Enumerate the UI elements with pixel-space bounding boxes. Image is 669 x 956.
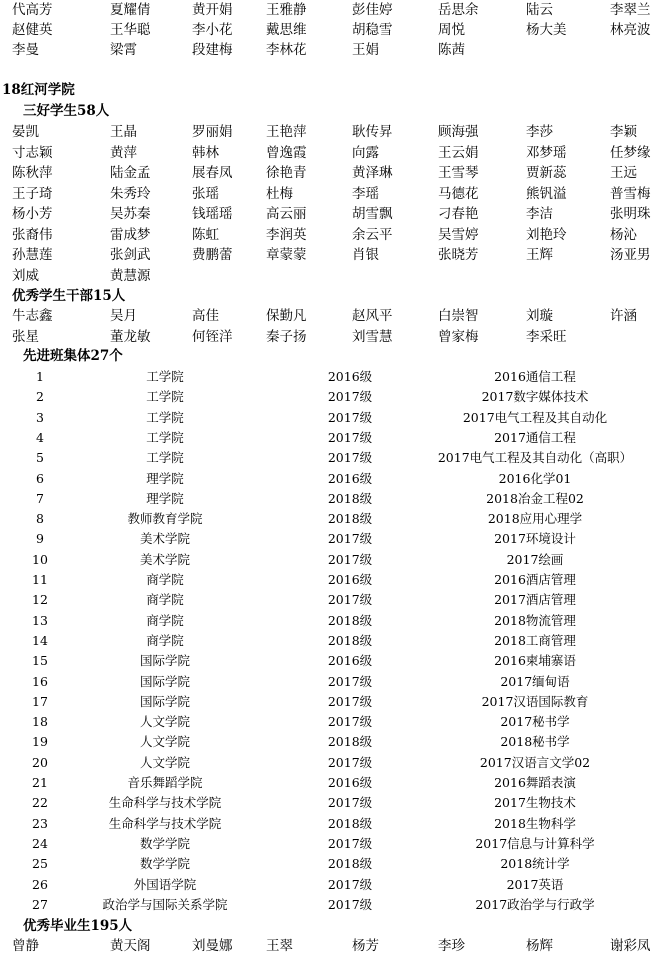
major-cell: 2017通信工程	[494, 429, 576, 445]
table-row	[0, 408, 669, 428]
row-index: 10	[32, 551, 48, 567]
student-name: 王娟	[352, 42, 379, 58]
student-name: 杨芳	[352, 938, 379, 954]
college-name: 工学院	[146, 450, 184, 466]
college-name: 生命科学与技术学院	[108, 815, 222, 831]
student-name: 杜梅	[266, 185, 293, 202]
student-name: 黄慧源	[110, 267, 151, 284]
college-name: 美术学院	[139, 551, 190, 567]
table-row	[0, 814, 669, 834]
table-row	[0, 651, 669, 671]
student-name: 许涵	[610, 308, 637, 324]
grade-cell: 2017级	[327, 754, 373, 770]
student-name: 张星	[12, 328, 39, 345]
student-name: 杨大美	[526, 22, 567, 38]
row-index: 25	[32, 856, 48, 872]
major-cell: 2017数字媒体技术	[481, 389, 589, 405]
student-name: 陆金孟	[110, 165, 151, 181]
student-name: 戴思维	[266, 22, 307, 38]
student-name: 罗丽娟	[192, 124, 233, 140]
college-name: 商学院	[146, 572, 184, 587]
college-name: 政治学与国际关系学院	[102, 896, 228, 912]
major-cell: 2018统计学	[500, 856, 570, 872]
student-name: 李曼	[12, 42, 39, 58]
row-index: 9	[36, 531, 44, 547]
student-name: 曾逸霞	[266, 144, 307, 161]
table-row	[0, 529, 669, 549]
student-name: 林亮波	[610, 22, 651, 38]
student-name: 顾海强	[438, 124, 479, 140]
student-name: 张瑶	[192, 185, 219, 202]
student-name: 王雪琴	[438, 165, 479, 181]
student-name: 汤亚男	[610, 247, 651, 263]
name-row	[0, 306, 669, 326]
table-row	[0, 387, 669, 407]
student-name: 王华聪	[110, 22, 151, 38]
student-name: 刘曼娜	[192, 938, 233, 954]
name-row	[0, 0, 669, 20]
major-cell: 2017环境设计	[494, 531, 576, 547]
student-name: 王远	[610, 165, 637, 181]
table-row	[0, 875, 669, 895]
grade-cell: 2016级	[327, 653, 373, 669]
student-name: 胡稳雪	[352, 22, 393, 38]
student-name: 吴月	[110, 308, 137, 324]
row-index: 2	[36, 389, 44, 405]
major-cell: 2018应用心理学	[487, 511, 583, 527]
major-cell: 2017电气工程及其自动化	[462, 409, 608, 425]
table-row	[0, 590, 669, 610]
name-row	[0, 245, 669, 265]
grade-cell: 2017级	[327, 714, 373, 730]
grade-cell: 2017级	[327, 835, 373, 851]
student-name: 黄泽琳	[352, 165, 393, 181]
student-name: 胡雪飘	[352, 206, 393, 222]
student-name: 寸志颖	[12, 144, 53, 161]
student-name: 李颖	[610, 124, 637, 140]
student-name: 刘威	[12, 267, 39, 284]
grade-cell: 2017级	[327, 795, 373, 811]
college-name: 国际学院	[139, 693, 190, 709]
college-name: 商学院	[146, 592, 184, 608]
name-row	[0, 163, 669, 183]
student-name: 孙慧莲	[12, 247, 53, 263]
table-row	[0, 732, 669, 752]
major-cell: 2017缅甸语	[500, 673, 570, 689]
college-name: 工学院	[146, 369, 184, 384]
row-index: 12	[32, 592, 48, 608]
student-name: 李采旺	[526, 328, 567, 345]
student-name: 张明珠	[610, 206, 651, 222]
table-row	[0, 509, 669, 529]
major-cell: 2017汉语国际教育	[481, 693, 589, 709]
student-name: 赵风平	[352, 308, 393, 324]
student-name: 牛志鑫	[12, 308, 53, 324]
student-name: 陈茜	[438, 42, 465, 58]
major-cell: 2016柬埔寨语	[494, 653, 576, 669]
college-name: 外国语学院	[133, 876, 197, 892]
student-name: 刁春艳	[438, 206, 479, 222]
grade-cell: 2017级	[327, 531, 373, 547]
student-name: 王晶	[110, 124, 137, 140]
student-name: 董龙敏	[110, 328, 151, 345]
major-cell: 2018物流管理	[494, 612, 576, 628]
student-name: 陆云	[526, 2, 553, 18]
student-name: 邓梦瑶	[526, 144, 567, 161]
student-name: 李瑶	[352, 185, 379, 202]
student-name: 熊钒溢	[526, 185, 567, 202]
grade-cell: 2017级	[327, 551, 373, 567]
table-row	[0, 895, 669, 915]
student-name: 王翠	[266, 938, 293, 954]
row-index: 7	[36, 490, 44, 506]
row-index: 16	[32, 673, 48, 689]
table-row	[0, 550, 669, 570]
student-name: 黄萍	[110, 144, 137, 161]
student-name: 徐艳青	[266, 165, 307, 181]
college-name: 理学院	[146, 470, 184, 486]
student-name: 秦子扬	[266, 328, 307, 345]
student-name: 任梦缘	[610, 144, 651, 161]
major-cell: 2017信息与计算科学	[475, 835, 595, 851]
table-row	[0, 753, 669, 773]
major-cell: 2017酒店管理	[494, 592, 576, 608]
student-name: 王子琦	[12, 185, 53, 202]
student-name: 章蒙蒙	[266, 247, 307, 263]
college-name: 理学院	[146, 490, 184, 506]
student-name: 普雪梅	[610, 185, 651, 202]
student-name: 陈秋萍	[12, 165, 53, 181]
name-row	[0, 40, 669, 60]
student-name: 张裔伟	[12, 226, 53, 243]
student-name: 李莎	[526, 124, 553, 140]
student-name: 曾家梅	[438, 328, 479, 345]
name-row	[0, 936, 669, 956]
student-name: 曾静	[12, 938, 39, 954]
table-row	[0, 570, 669, 590]
student-name: 黄开娟	[192, 2, 233, 18]
grade-cell: 2017级	[327, 429, 373, 445]
student-name: 刘艳玲	[526, 226, 567, 243]
college-name: 工学院	[146, 389, 184, 405]
row-index: 19	[32, 734, 48, 750]
row-index: 11	[32, 572, 48, 587]
major-cell: 2017汉语言文学02	[479, 754, 591, 770]
section-heading-good-cadres: 优秀学生干部15人	[12, 288, 126, 304]
grade-cell: 2016级	[327, 369, 373, 384]
major-cell: 2017秘书学	[500, 714, 570, 730]
row-index: 17	[32, 693, 48, 709]
major-cell: 2017绘画	[506, 551, 564, 567]
college-name: 商学院	[146, 632, 184, 648]
college-name: 人文学院	[139, 714, 190, 730]
row-index: 14	[32, 632, 48, 648]
student-name: 赵健英	[12, 22, 53, 38]
section-heading-graduates: 优秀毕业生195人	[23, 918, 133, 934]
table-row	[0, 692, 669, 712]
student-name: 肖银	[352, 247, 379, 263]
student-name: 何铚洋	[192, 328, 233, 345]
major-cell: 2018生物科学	[494, 815, 576, 831]
student-name: 高佳	[192, 308, 219, 324]
major-cell: 2017电气工程及其自动化（高职）	[437, 450, 633, 466]
grade-cell: 2017级	[327, 876, 373, 892]
grade-cell: 2018级	[327, 612, 373, 628]
section-heading-advanced-classes: 先进班集体27个	[23, 348, 123, 364]
table-row	[0, 793, 669, 813]
student-name: 刘璇	[526, 308, 553, 324]
student-name: 李洁	[526, 206, 553, 222]
name-row	[0, 122, 669, 142]
grade-cell: 2018级	[327, 856, 373, 872]
name-row	[0, 266, 669, 286]
grade-cell: 2018级	[327, 490, 373, 506]
student-name: 段建梅	[192, 42, 233, 58]
grade-cell: 2018级	[327, 632, 373, 648]
college-name: 音乐舞蹈学院	[127, 775, 203, 790]
student-name: 朱秀玲	[110, 185, 151, 202]
student-name: 保勤凡	[266, 308, 307, 324]
grade-cell: 2017级	[327, 592, 373, 608]
major-cell: 2018秘书学	[500, 734, 570, 750]
student-name: 展春凤	[192, 165, 233, 181]
student-name: 白崇智	[438, 308, 479, 324]
student-name: 吴苏秦	[110, 206, 151, 222]
row-index: 27	[32, 896, 48, 912]
grade-cell: 2016级	[327, 470, 373, 486]
student-name: 杨沁	[610, 226, 637, 243]
student-name: 钱瑶瑶	[192, 206, 233, 222]
table-row	[0, 367, 669, 387]
row-index: 4	[36, 429, 44, 445]
student-name: 贾新蕊	[526, 165, 567, 181]
grade-cell: 2018级	[327, 511, 373, 527]
student-name: 李翠兰	[610, 2, 651, 18]
student-name: 谢彩凤	[610, 938, 651, 954]
student-name: 李珍	[438, 938, 465, 954]
student-name: 李润英	[266, 226, 307, 243]
major-cell: 2016舞蹈表演	[494, 775, 576, 790]
student-name: 向露	[352, 144, 379, 161]
student-name: 王云娟	[438, 144, 479, 161]
student-name: 余云平	[352, 226, 393, 243]
row-index: 3	[36, 409, 44, 425]
grade-cell: 2017级	[327, 409, 373, 425]
grade-cell: 2016级	[327, 572, 373, 587]
student-name: 陈虹	[192, 226, 219, 243]
table-row	[0, 448, 669, 468]
student-name: 王艳萍	[266, 124, 307, 140]
section-heading-good-students: 三好学生58人	[23, 103, 110, 119]
major-cell: 2017生物技术	[494, 795, 576, 811]
student-name: 岳思余	[438, 2, 479, 18]
row-index: 8	[36, 511, 44, 527]
student-name: 张剑武	[110, 247, 151, 263]
row-index: 1	[36, 369, 44, 384]
grade-cell: 2018级	[327, 815, 373, 831]
college-name: 国际学院	[139, 653, 190, 669]
student-name: 李林花	[266, 42, 307, 58]
college-name: 生命科学与技术学院	[108, 795, 222, 811]
college-name: 数学学院	[139, 856, 190, 872]
table-row	[0, 834, 669, 854]
row-index: 13	[32, 612, 48, 628]
college-name: 教师教育学院	[127, 511, 203, 527]
row-index: 26	[32, 876, 48, 892]
row-index: 22	[32, 795, 48, 811]
grade-cell: 2017级	[327, 450, 373, 466]
row-index: 15	[32, 653, 48, 669]
name-row	[0, 184, 669, 204]
major-cell: 2018冶金工程02	[486, 490, 584, 506]
table-row	[0, 631, 669, 651]
student-name: 费鹏蕾	[192, 247, 233, 263]
grade-cell: 2017级	[327, 896, 373, 912]
student-name: 夏耀倩	[110, 2, 151, 18]
student-name: 晏凯	[12, 124, 39, 140]
row-index: 6	[36, 470, 44, 486]
college-name: 数学学院	[139, 835, 190, 851]
grade-cell: 2018级	[327, 734, 373, 750]
student-name: 梁霄	[110, 42, 137, 58]
college-name: 国际学院	[139, 673, 190, 689]
name-row	[0, 143, 669, 163]
row-index: 18	[32, 714, 48, 730]
major-cell: 2018工商管理	[494, 632, 576, 648]
student-name: 代高芳	[12, 2, 53, 18]
table-row	[0, 428, 669, 448]
college-name: 工学院	[146, 409, 184, 425]
row-index: 24	[32, 835, 48, 851]
college-name: 人文学院	[139, 734, 190, 750]
table-row	[0, 469, 669, 489]
college-heading: 18红河学院	[2, 82, 75, 98]
row-index: 23	[32, 815, 48, 831]
name-row	[0, 20, 669, 40]
student-name: 彭佳婷	[352, 2, 393, 18]
name-row	[0, 204, 669, 224]
table-row	[0, 854, 669, 874]
college-name: 美术学院	[139, 531, 190, 547]
table-row	[0, 611, 669, 631]
student-name: 周悦	[438, 22, 465, 38]
student-name: 杨辉	[526, 938, 553, 954]
grade-cell: 2016级	[327, 775, 373, 790]
table-row	[0, 672, 669, 692]
college-name: 工学院	[146, 429, 184, 445]
student-name: 吴雪婷	[438, 226, 479, 243]
major-cell: 2016通信工程	[494, 369, 576, 384]
grade-cell: 2017级	[327, 389, 373, 405]
table-row	[0, 489, 669, 509]
student-name: 刘雪慧	[352, 328, 393, 345]
row-index: 5	[36, 450, 44, 466]
grade-cell: 2017级	[327, 693, 373, 709]
college-name: 商学院	[146, 612, 184, 628]
major-cell: 2016化学01	[498, 470, 572, 486]
student-name: 张晓芳	[438, 247, 479, 263]
major-cell: 2017政治学与行政学	[475, 896, 595, 912]
student-name: 黄天阁	[110, 938, 151, 954]
student-name: 高云丽	[266, 206, 307, 222]
name-row	[0, 327, 669, 347]
major-cell: 2017英语	[506, 876, 564, 892]
table-row	[0, 773, 669, 793]
student-name: 韩林	[192, 144, 219, 161]
row-index: 20	[32, 754, 48, 770]
college-name: 人文学院	[139, 754, 190, 770]
grade-cell: 2017级	[327, 673, 373, 689]
student-name: 王辉	[526, 247, 553, 263]
major-cell: 2016酒店管理	[494, 572, 576, 587]
student-name: 雷成梦	[110, 226, 151, 243]
student-name: 李小花	[192, 22, 233, 38]
name-row	[0, 225, 669, 245]
row-index: 21	[32, 775, 48, 790]
table-row	[0, 712, 669, 732]
student-name: 耿传昇	[352, 124, 393, 140]
student-name: 王雅静	[266, 2, 307, 18]
student-name: 杨小芳	[12, 206, 53, 222]
student-name: 马德花	[438, 185, 479, 202]
